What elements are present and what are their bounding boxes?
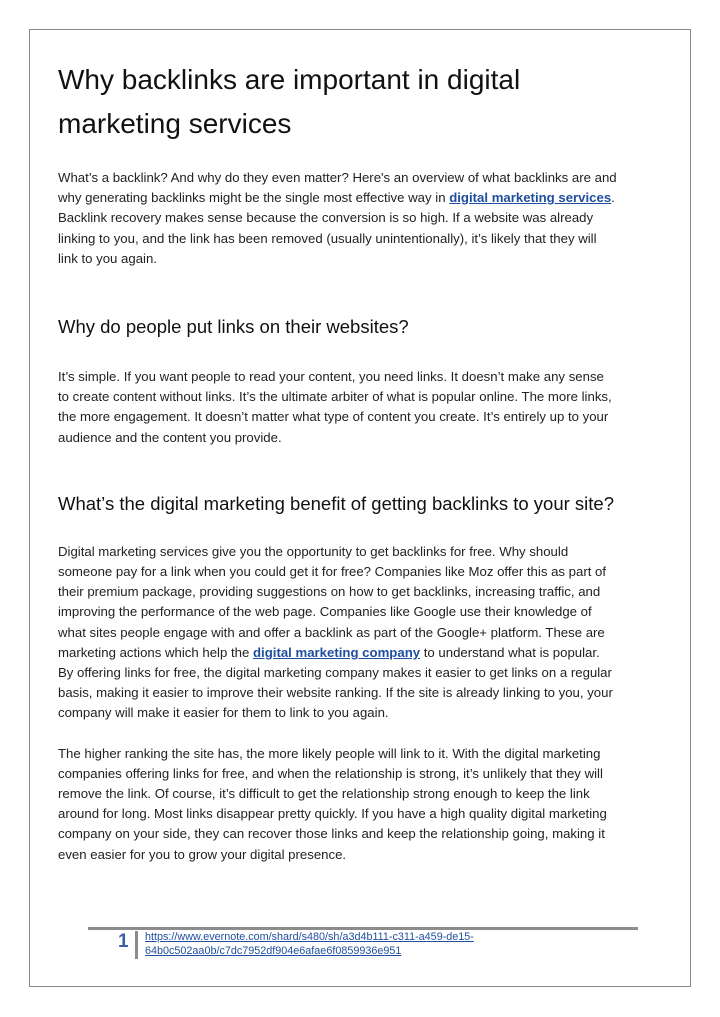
section2-p1-after: to understand what is popular. By offering links for free, the digital marketing company makes it easier to get links on a regular basis, making it easier to improve their website ranking. If the site is already linking to you, your company will make it easier for them to link to you again. bbox=[58, 644, 613, 721]
page-number: 1 bbox=[118, 931, 129, 952]
digital-marketing-company-link[interactable]: digital marketing company bbox=[253, 644, 421, 660]
section2-heading: What’s the digital marketing benefit of getting backlinks to your site? bbox=[58, 492, 614, 514]
section2-paragraph-1 bbox=[58, 542, 618, 724]
digital-marketing-services-link[interactable]: digital marketing services bbox=[449, 190, 612, 206]
section2-p1-before: Digital marketing services give you the opportunity to get backlinks for free. Why should someone pay for a link when you could get it for free? Companies like Moz offer this as part of their premium package, providing suggestions on how to get backlinks, increasing traffic, and improving the performance of the web page. Companies like Google use their knowledge of what sites people engage with and offer a backlink as part of the Google+ platform. These are marketing actions which help the bbox=[58, 543, 607, 660]
intro-text-after: . Backlink recovery makes sense because the conversion is so high. If a website was already linking to you, and the link has been removed (usually unintentionally), it’s likely that they will link to you again. bbox=[58, 190, 615, 266]
page-title: Why backlinks are important in digital marketing services bbox=[58, 64, 521, 139]
intro-text-before: What’s a backlink? And why do they even matter? Here's an overview of what backlinks are and why generating backlinks might be the single most effective way in bbox=[58, 170, 617, 206]
document-content bbox=[58, 58, 618, 865]
footer-source-link[interactable] bbox=[145, 931, 615, 958]
footer-divider bbox=[88, 927, 638, 930]
footer-url-line-2[interactable]: 64b0c502aa0b/c7dc7952df904e6afae6f0859936e951 bbox=[145, 944, 402, 957]
footer-vertical-divider bbox=[135, 931, 138, 959]
section2-paragraph-2: The higher ranking the site has, the more likely people will link to it. With the digital marketing companies offering links for free, and when the relationship is strong, it’s unlikely that they will remove the link. Of course, it’s difficult to get the relationship strong enough to keep the link around for long. Most links disappear pretty quickly. If you have a high quality digital marketing company on your side, they can recover those links and keep the relationship going, making it even easier for you to grow your digital presence. bbox=[58, 745, 607, 862]
footer-url-line-1[interactable]: https://www.evernote.com/shard/s480/sh/a3d4b111-c311-a459-de15- bbox=[145, 931, 474, 943]
section1-heading: Why do people put links on their websites? bbox=[58, 316, 409, 338]
section1-paragraph: It’s simple. If you want people to read your content, you need links. It doesn’t make any sense to create content without links. It’s the ultimate arbiter of what is popular online. The more links, the more engagement. It doesn’t matter what type of content you create. It’s entirely up to your audience and the content you provide. bbox=[58, 369, 612, 445]
intro-paragraph bbox=[58, 168, 618, 269]
